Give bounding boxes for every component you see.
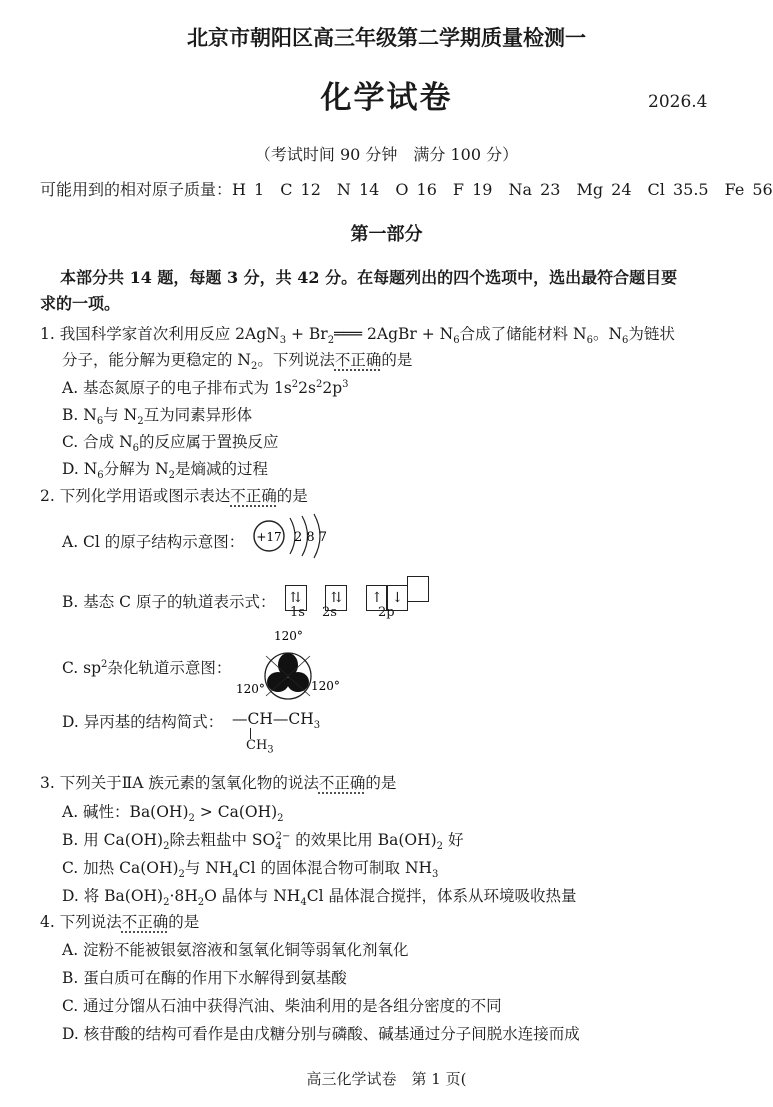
time-info: （考试时间 90 分钟 满分 100 分） [254,145,519,164]
q4-stem: 4. 下列说法不正确的是 [40,913,200,931]
q3-option-c: C. 加热 $Ca(OH)_2$与 $NH_4Cl$ 的固体混合物可制取 $NH_3$ [62,859,439,881]
q1-stem-line1: 1. 我国科学家首次利用反应 $2AgN_3 + Br_2═══$ 2AgBr + $N_6$合成了储能材料 $N_6$。$N_6$为链状 [40,325,675,347]
isopropyl-structure-branch: $CH_3$ [246,738,274,756]
svg-text:120°: 120° [236,682,265,696]
exam-title: 化学试卷 [320,80,453,116]
part-intro-line1: 本部分共 14 题，每题 3 分，共 42 分。在每题列出的四个选项中，选出最符合题目要 [60,268,678,287]
q2-option-d: D. 异丙基的结构简式： [62,713,224,731]
q3-option-a: A. 碱性：$Ba(OH)_2 > Ca(OH)_2$ [62,803,284,825]
orbital-2p-box-3 [407,576,429,602]
q3-option-d: D. 将 $Ba(OH)_2\cdot 8H_2O$ 晶体与 $NH_4Cl$ 晶体混合搅拌，体系从环境吸收热量 [62,887,577,909]
orbital-label-2s: 2s [322,605,337,620]
q4-option-d: D. 核苷酸的结构可看作是由戊糖分别与磷酸、碱基通过分子间脱水连接而成 [62,1025,580,1043]
q4-option-b: B. 蛋白质可在酶的作用下水解得到氨基酸 [62,969,347,987]
q3-stem: 3. 下列关于ⅡA 族元素的氢氧化物的说法不正确的是 [40,774,397,792]
atomic-masses: 可能用到的相对原子质量：H 1 C 12 N 14 O 16 F 19 Na 23 Mg 24 Cl 35.5 Fe 56 [40,180,773,199]
isopropyl-structure-main: $—CH—CH_3$ [232,710,321,732]
q2-option-c: C. $sp^2$杂化轨道示意图： [62,658,232,677]
orbital-label-2p: 2p [378,605,395,620]
svg-text:+17: +17 [256,530,282,544]
orbital-2p-box-1: ↑ [366,585,388,611]
q1-option-c: C. 合成 $N_6$的反应属于置换反应 [62,433,279,455]
orbital-2s-box: ⇅ [325,585,347,611]
q2-option-b: B. 基态 C 原子的轨道表示式： [62,593,276,611]
part-intro-line2: 求的一项。 [40,294,121,313]
svg-text:2 8 7: 2 8 7 [294,530,328,545]
part-title: 第一部分 [350,224,423,245]
q1-option-a: A. 基态氮原子的电子排布式为 $1s^22s^22p^3$ [62,378,349,397]
q4-option-c: C. 通过分馏从石油中获得汽油、柴油利用的是各组分密度的不同 [62,997,502,1015]
school-title: 北京市朝阳区高三年级第二学期质量检测一 [187,25,586,50]
q1-option-d: D. $N_6$分解为 $N_2$是熵减的过程 [62,460,269,482]
sp2-hybrid-orbital-diagram [232,626,352,700]
q1-option-b: B. $N_6$与 $N_2$互为同素异形体 [62,406,253,428]
svg-text:120°: 120° [311,679,340,693]
carbon-orbital-diagram [286,576,429,611]
q2-stem: 2. 下列化学用语或图示表达不正确的是 [40,487,308,505]
q2-option-a: A. Cl 的原子结构示意图： [62,533,245,551]
cl-atom-structure-diagram [250,510,340,560]
q4-option-a: A. 淀粉不能被银氨溶液和氢氧化铜等弱氧化剂氧化 [62,941,409,959]
orbital-label-1s: 1s [290,605,305,620]
page-footer: 高三化学试卷 第 1 页( [306,1070,467,1088]
exam-date: 2026.4 [648,92,708,112]
orbital-1s-box: ⇅ [285,585,307,611]
svg-text:120°: 120° [274,629,303,643]
orbital-2p-box-2: ↓ [386,585,408,611]
q1-stem-line2: 分子，能分解为更稳定的 $N_2$。下列说法不正确的是 [62,351,413,373]
q3-option-b: B. 用 $Ca(OH)_2$除去粗盐中 $SO_4^{2-}$ 的效果比用 $Ba(OH)_2$ 好 [62,830,464,853]
